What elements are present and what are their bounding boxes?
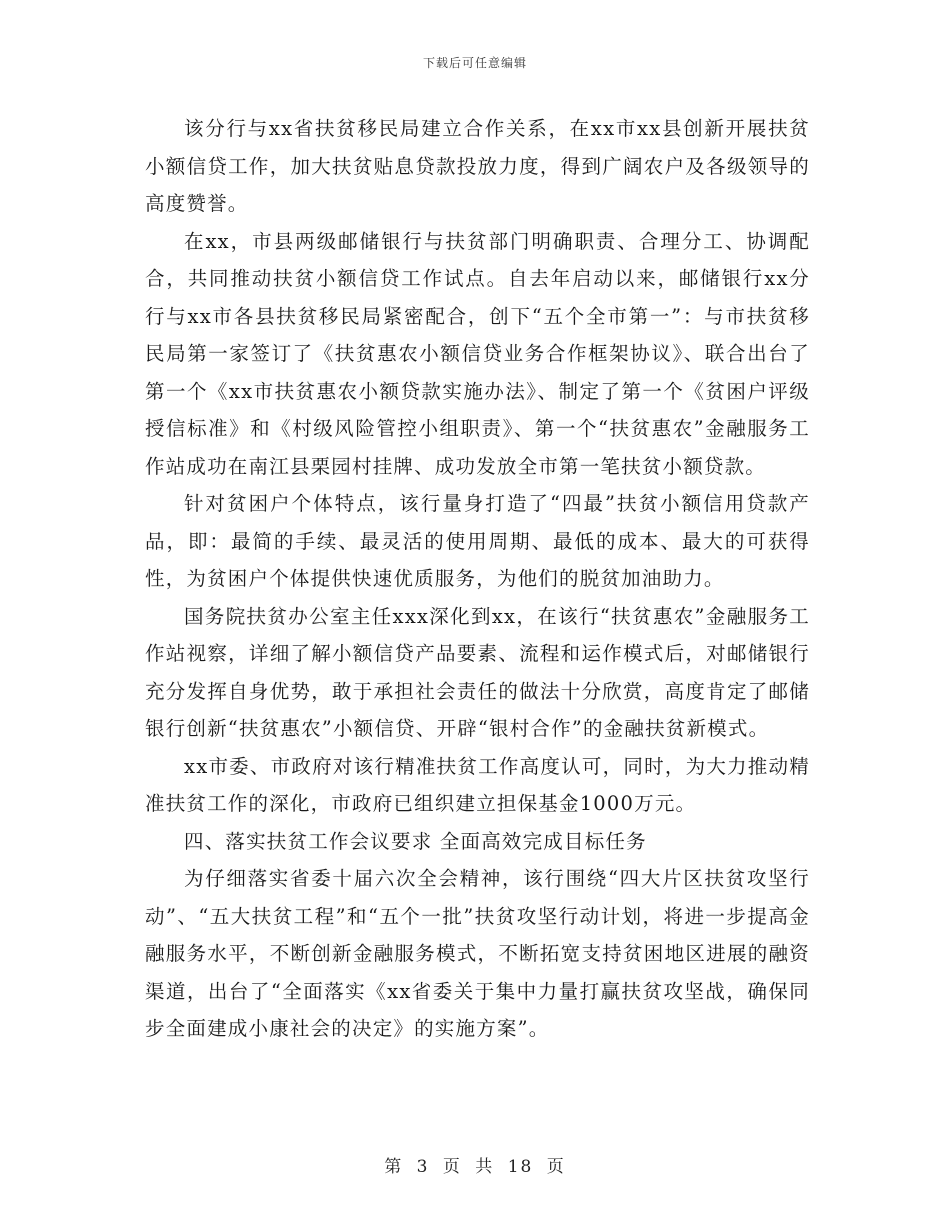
document-body (145, 110, 810, 1048)
paragraph-1: 该分行与xx省扶贫移民局建立合作关系，在xx市xx县创新开展扶贫小额信贷工作，加大扶贫贴息贷款投放力度，得到广阔农户及各级领导的高度赞誉。 (145, 117, 810, 215)
paragraph-3: 针对贫困户个体特点，该行量身打造了“四最”扶贫小额信用贷款产品，即：最简的手续、最灵活的使用周期、最低的成本、最大的可获得性，为贫困户个体提供快速优质服务，为他们的脱贫加油助力。 (145, 492, 810, 590)
paragraph-4: 国务院扶贫办公室主任xxx深化到xx，在该行“扶贫惠农”金融服务工作站视察，详细了解小额信贷产品要素、流程和运作模式后，对邮储银行充分发挥自身优势，敢于承担社会责任的做法十分欣赏，高度肯定了邮储银行创新“扶贫惠农”小额信贷、开辟“银村合作”的金融扶贫新模式。 (145, 604, 810, 740)
page-number: 第 3 页 共 18 页 (384, 1157, 566, 1177)
paragraph-2: 在xx，市县两级邮储银行与扶贫部门明确职责、合理分工、协调配合，共同推动扶贫小额信贷工作试点。自去年启动以来，邮储银行xx分行与xx市各县扶贫移民局紧密配合，创下“五个全市第一”：与市扶贫移民局第一家签订了《扶贫惠农小额信贷业务合作框架协议》、联合出台了第一个《xx市扶贫惠农小额贷款实施办法》、制定了第一个《贫困户评级授信标准》和《村级风险管控小组职责》、第一个“扶贫惠农”金融服务工作站成功在南江县栗园村挂牌、成功发放全市第一笔扶贫小额贷款。 (145, 229, 810, 478)
section-heading: 四、落实扶贫工作会议要求 全面高效完成目标任务 (184, 829, 647, 853)
paragraph-5: xx市委、市政府对该行精准扶贫工作高度认可，同时，为大力推动精准扶贫工作的深化，市政府已组织建立担保基金1000万元。 (145, 754, 810, 815)
page-header: 下载后可任意编辑 (422, 56, 527, 70)
paragraph-6: 为仔细落实省委十届六次全会精神，该行围绕“四大片区扶贫攻坚行动”、“五大扶贫工程”和“五个一批”扶贫攻坚行动计划，将进一步提高金融服务水平，不断创新金融服务模式，不断拓宽支持贫困地区进展的融资渠道，出台了“全面落实《xx省委关于集中力量打赢扶贫攻坚战，确保同步全面建成小康社会的决定》的实施方案”。 (145, 867, 810, 1040)
